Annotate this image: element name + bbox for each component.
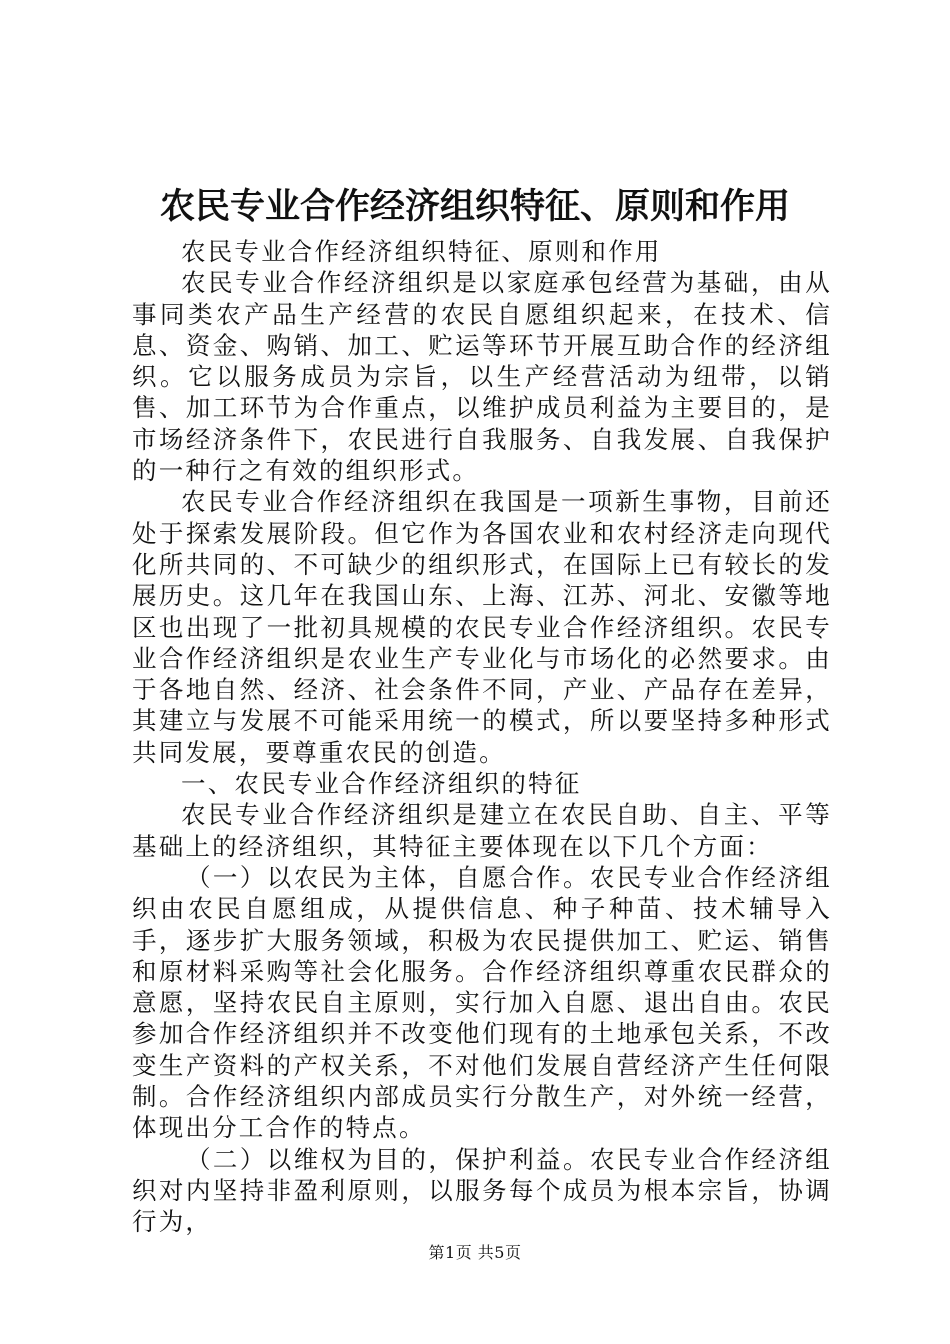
paragraph: 农民专业合作经济组织是以家庭承包经营为基础，由从事同类农产品生产经营的农民自愿组织起来，在技术、信息、资金、购销、加工、贮运等环节开展互助合作的经济组织。它以服务成员为宗旨，以生产经营活动为纽带，以销售、加工环节为合作重点，以维护成员利益为主要目的，是市场经济条件下，农民进行自我服务、自我发展、自我保护的一种行之有效的组织形式。 (132, 268, 832, 486)
section-heading: 一、农民专业合作经济组织的特征 (181, 769, 582, 799)
document-title: 农民专业合作经济组织特征、原则和作用 (159, 186, 790, 227)
page-footer: 第1页 共5页 (428, 1243, 522, 1262)
document-body (132, 236, 832, 1238)
list-item-paragraph: （二）以维权为目的，保护利益。农民专业合作经济组织对内坚持非盈利原则，以服务每个成员为根本宗旨，协调行为， (132, 1144, 832, 1237)
paragraph: 农民专业合作经济组织是建立在农民自助、自主、平等基础上的经济组织，其特征主要体现在以下几个方面： (132, 800, 832, 861)
list-item-paragraph: （一）以农民为主体，自愿合作。农民专业合作经济组织由农民自愿组成，从提供信息、种子种苗、技术辅导入手，逐步扩大服务领域，积极为农民提供加工、贮运、销售和原材料采购等社会化服务。合作经济组织尊重农民群众的意愿，坚持农民自主原则，实行加入自愿、退出自由。农民参加合作经济组织并不改变他们现有的土地承包关系，不改变生产资料的产权关系，不对他们发展自营经济产生任何限制。合作经济组织内部成员实行分散生产，对外统一经营，体现出分工合作的特点。 (132, 862, 832, 1143)
paragraph: 农民专业合作经济组织在我国是一项新生事物，目前还处于探索发展阶段。但它作为各国农业和农村经济走向现代化所共同的、不可缺少的组织形式，在国际上已有较长的发展历史。这几年在我国山东、上海、江苏、河北、安徽等地区也出现了一批初具规模的农民专业合作经济组织。农民专业合作经济组织是农业生产专业化与市场化的必然要求。由于各地自然、经济、社会条件不同，产业、产品存在差异，其建立与发展不可能采用统一的模式，所以要坚持多种形式共同发展，要尊重农民的创造。 (132, 487, 832, 767)
body-subtitle: 农民专业合作经济组织特征、原则和作用 (181, 237, 662, 266)
